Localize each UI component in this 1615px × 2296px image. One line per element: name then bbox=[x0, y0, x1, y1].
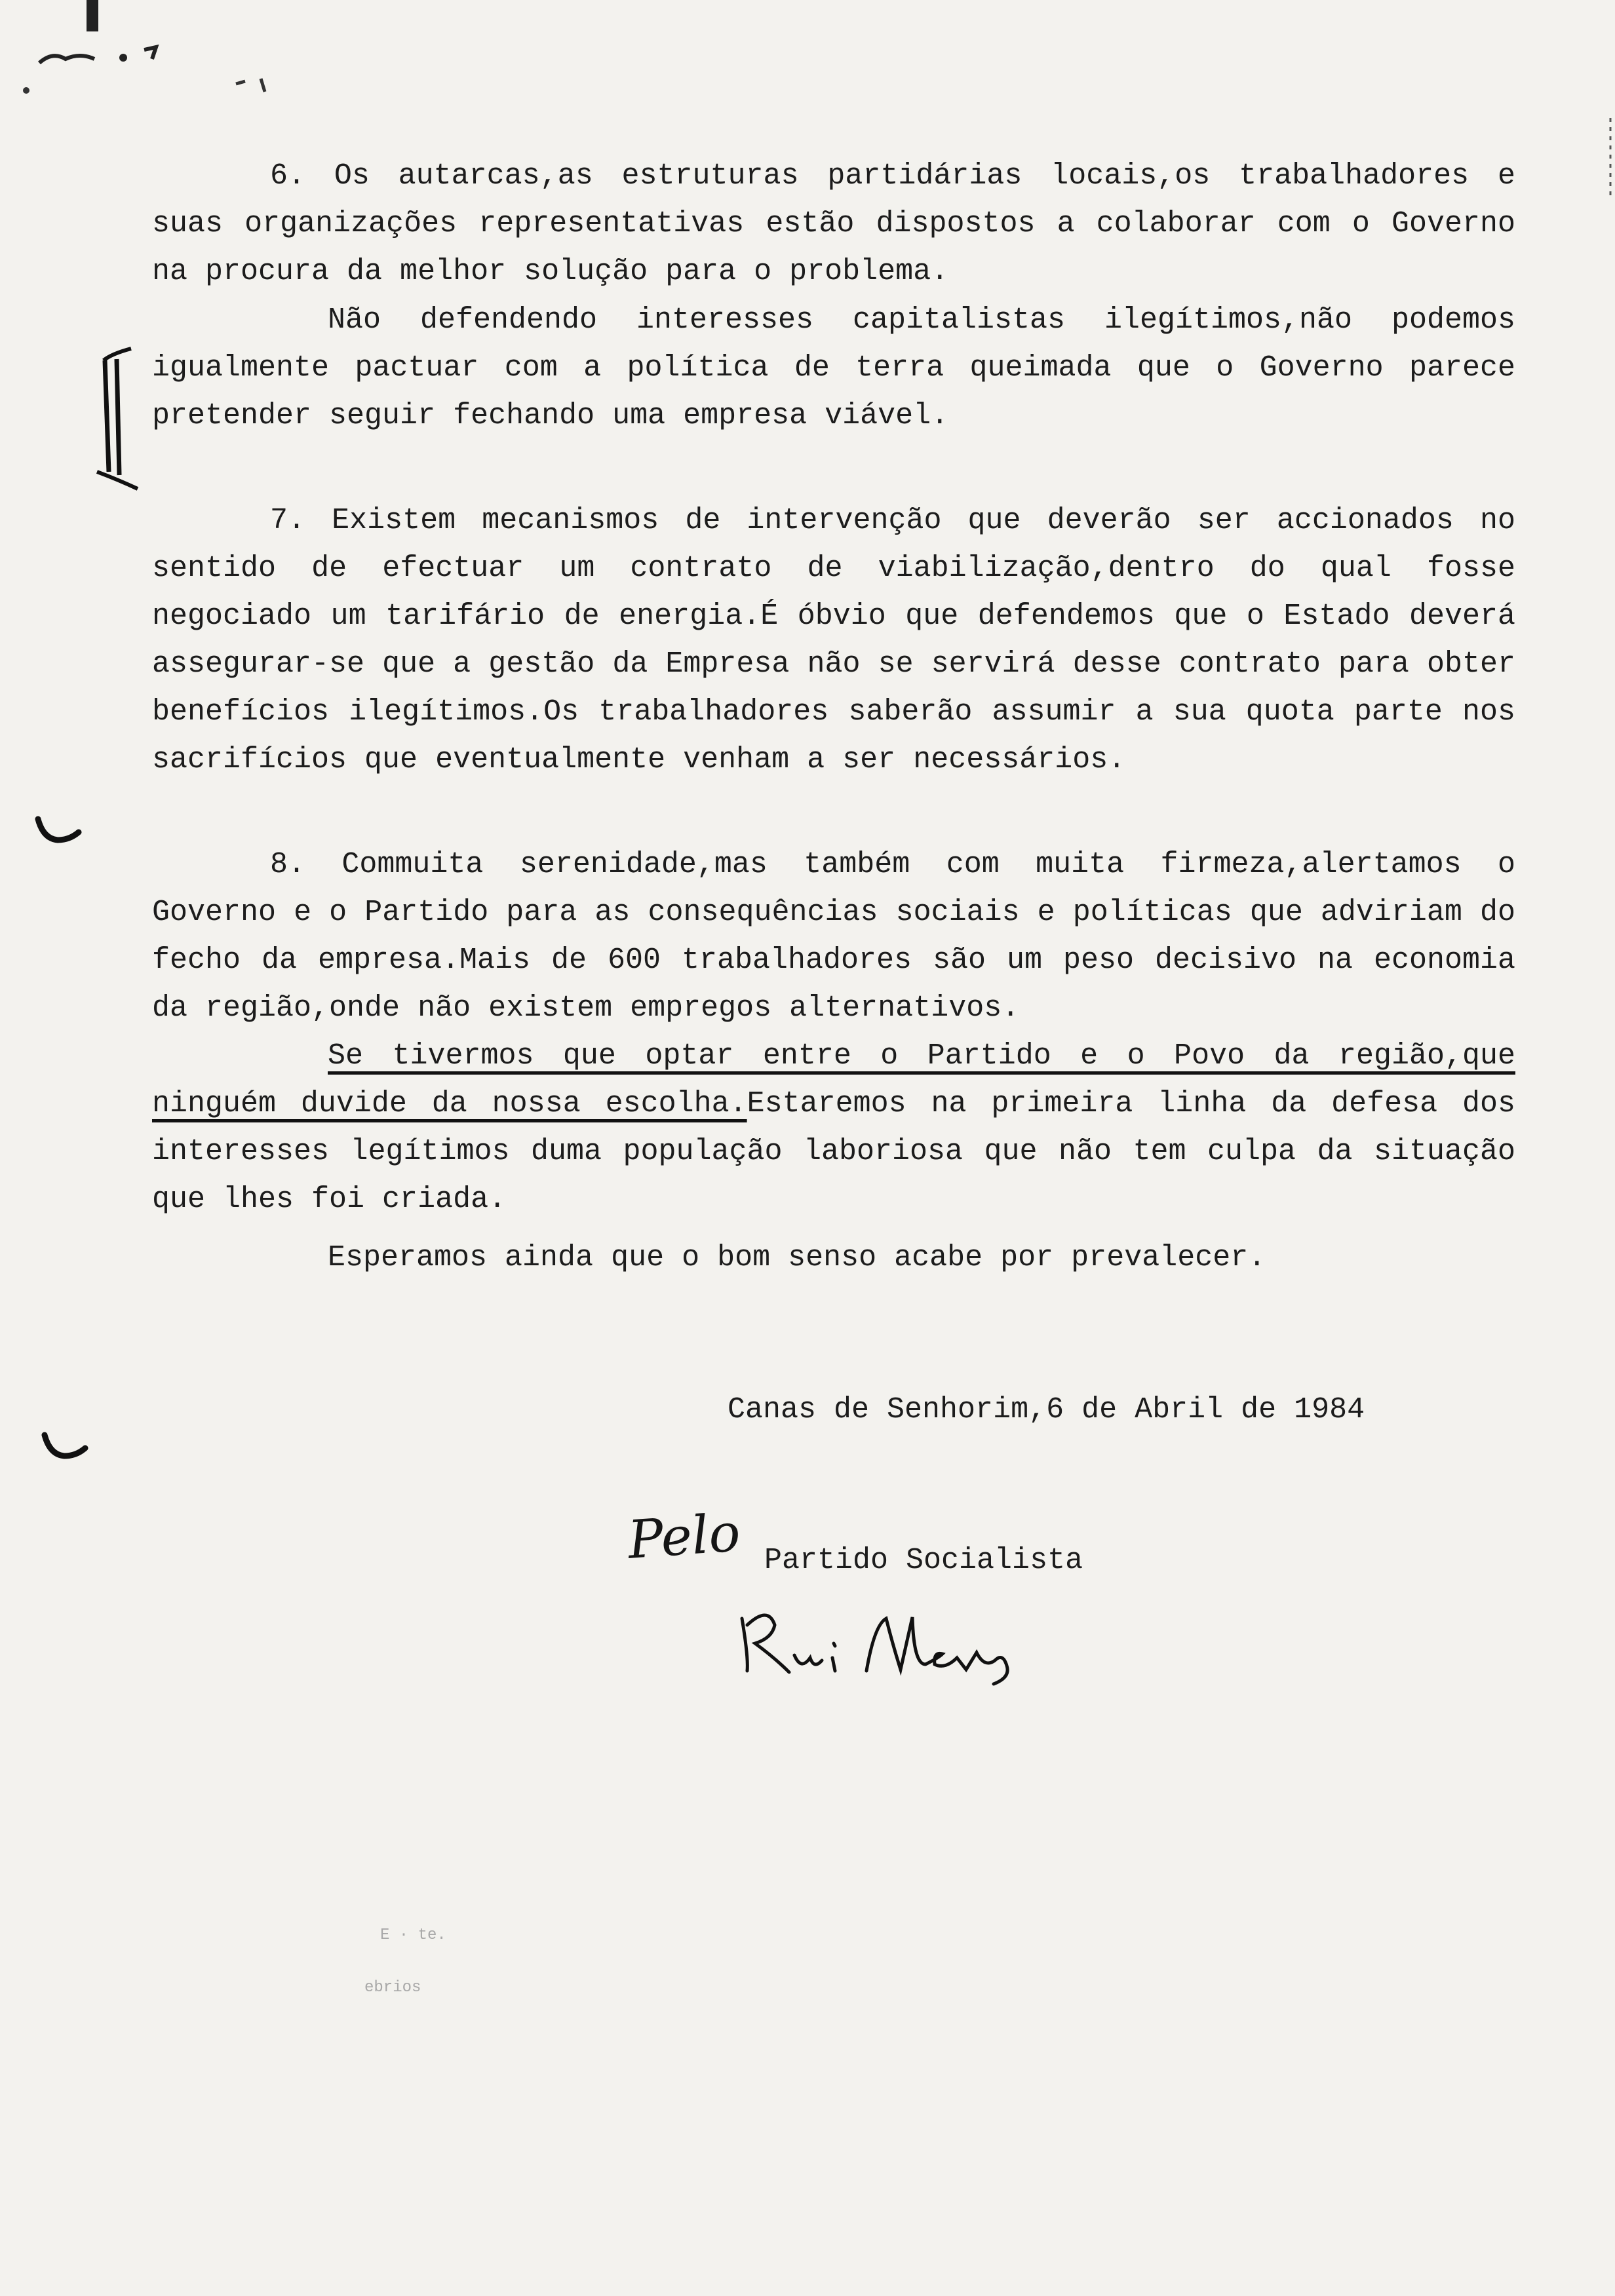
paragraph-6b bbox=[152, 296, 1515, 440]
closing-text: Esperamos ainda que o bom senso acabe por prevalecer. bbox=[328, 1241, 1266, 1274]
party-name: Partido Socialista bbox=[764, 1544, 1083, 1577]
faint-mark-2: ebrios bbox=[364, 1979, 421, 1997]
closing-paragraph bbox=[152, 1234, 1515, 1282]
corner-punch-marks bbox=[13, 0, 315, 105]
margin-bracket-mark bbox=[85, 341, 144, 498]
place-and-date: Canas de Senhorim,6 de Abril de 1984 bbox=[728, 1393, 1365, 1426]
margin-check-mark bbox=[31, 813, 84, 852]
paragraph-7 bbox=[152, 497, 1515, 784]
margin-check-mark-2 bbox=[38, 1428, 90, 1468]
paragraph-8 bbox=[152, 841, 1515, 1223]
paragraph-8b-rest: Estaremos na primeira linha da defesa dos interesses legítimos duma população laboriosa que não tem culpa da situação que lhes foi criada. bbox=[152, 1087, 1515, 1216]
paragraph-6 bbox=[152, 152, 1515, 296]
paragraph-7-text: 7. Existem mecanismos de intervenção que deverão ser accionados no sentido de efectuar um contrato de viabilização,dentro do qual fosse negociado um tarifário de energia.É óbvio que defendemos que o Estado deverá assegurar-se que a gestão da Empresa não se servirá desse contrato para obter benefícios ilegítimos.Os trabalhadores saberão assumir a sua quota parte nos sacrifícios que eventualmente venham a ser necessários. bbox=[152, 504, 1515, 776]
handwritten-pelo: Pelo bbox=[625, 1502, 743, 1571]
paragraph-6b-text: Não defendendo interesses capitalistas ilegítimos,não podemos igualmente pactuar com a política de terra queimada que o Governo parece pretender seguir fechando uma empresa viável. bbox=[152, 303, 1515, 432]
paragraph-8-text: 8. Commuita serenidade,mas também com muita firmeza,alertamos o Governo e o Partido para as consequências sociais e políticas que adviriam do fecho da empresa.Mais de 600 trabalhadores são um peso decisivo na economia da região,onde não existem empregos alternativos. bbox=[152, 848, 1515, 1025]
handwritten-signature bbox=[729, 1592, 1017, 1691]
edge-marks bbox=[1606, 118, 1615, 197]
underlined-sentence: Se tivermos que optar entre o Partido e o Povo da região,que ninguém duvide da nossa escolha. bbox=[152, 1039, 1515, 1120]
paragraph-8b bbox=[152, 1032, 1515, 1223]
paragraph-6-text: 6. Os autarcas,as estruturas partidárias locais,os trabalhadores e suas organizações representativas estão dispostos a colaborar com o Governo na procura da melhor solução para o problema. bbox=[152, 159, 1515, 288]
faint-mark-1: E · te. bbox=[380, 1926, 446, 1944]
